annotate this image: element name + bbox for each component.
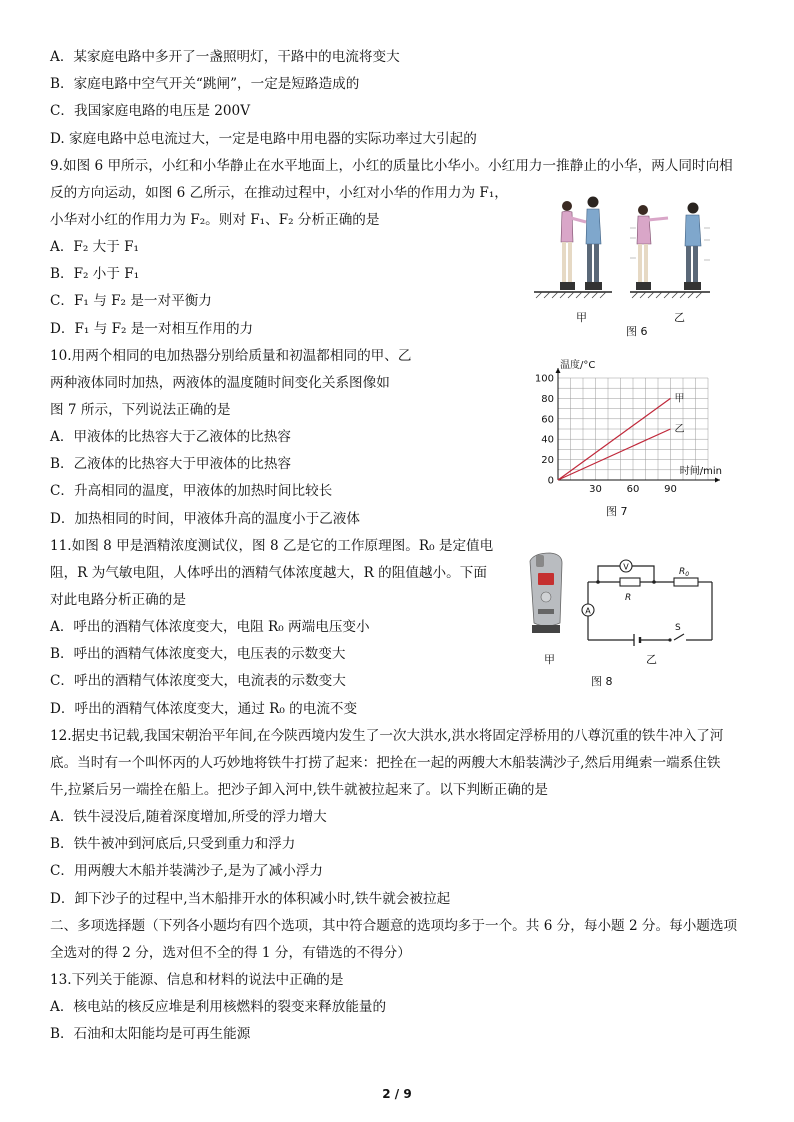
q10-stem-1: 10.用两个相同的电加热器分别给质量和初温都相同的甲、乙 xyxy=(50,348,412,364)
resistor-r0 xyxy=(674,578,698,586)
q13-stem: 13.下列关于能源、信息和材料的说法中正确的是 xyxy=(50,972,344,988)
figure-8-caption: 图 8 xyxy=(591,675,613,688)
person-xiaohong-yi xyxy=(630,205,668,290)
y-tick-label: 0 xyxy=(547,475,554,487)
y-tick-label: 60 xyxy=(541,414,554,426)
q12-option-c: C．用两艘大木船并装满沙子,是为了减小浮力 xyxy=(50,863,324,879)
series-label: 甲 xyxy=(674,393,685,405)
switch-label: S xyxy=(675,623,681,633)
battery-icon xyxy=(634,634,640,646)
q12-option-b: B．铁牛被冲到河底后,只受到重力和浮力 xyxy=(50,836,296,852)
series-line-1 xyxy=(558,429,671,480)
ammeter-label: A xyxy=(585,606,591,616)
q8-option-d: D. 家庭电路中总电流过大，一定是电路中用电器的实际功率过大引起的 xyxy=(50,131,477,147)
x-axis-label: 时间/min xyxy=(679,466,722,477)
q9-stem-3: 小华对小红的作用力为 F₂。则对 F₁、F₂ 分析正确的是 xyxy=(50,212,380,228)
resistor-r-label: R xyxy=(625,593,632,603)
q13-option-a: A．核电站的核反应堆是利用核燃料的裂变来释放能量的 xyxy=(50,999,387,1015)
ground-yi xyxy=(630,292,710,298)
x-tick-label: 60 xyxy=(626,484,640,495)
figure-7-chart xyxy=(528,350,728,500)
q9-option-a: A．F₂ 大于 F₁ xyxy=(50,239,140,255)
figure-6-illustration xyxy=(530,188,720,318)
person-xiaohua-jia xyxy=(585,197,602,291)
q10-option-c: C．升高相同的温度，甲液体的加热时间比较长 xyxy=(50,483,333,499)
q11-option-d: D．呼出的酒精气体浓度变大，通过 R₀ 的电流不变 xyxy=(50,701,358,717)
section2-heading-1: 二、多项选择题（下列各小题均有四个选项，其中符合题意的选项均多于一个。共 6 分，每小题 2 分。每小题选项 xyxy=(50,918,738,934)
q9-option-d: D．F₁ 与 F₂ 是一对相互作用的力 xyxy=(50,321,254,337)
q11-stem-2: 阻，R 为气敏电阻，人体呼出的酒精气体浓度越大，R 的阻值越小。下面 xyxy=(50,565,487,581)
q13-option-b: B．石油和太阳能均是可再生能源 xyxy=(50,1026,251,1042)
switch-icon xyxy=(668,638,671,641)
y-tick-label: 100 xyxy=(534,373,554,385)
q11-stem-3: 对此电路分析正确的是 xyxy=(50,592,186,608)
person-xiaohong-jia xyxy=(560,201,586,290)
q8-option-a: A．某家庭电路中多开了一盏照明灯，干路中的电流将变大 xyxy=(50,49,400,65)
section2-heading-2: 全选对的得 2 分，选对但不全的得 1 分，有错选的不得分） xyxy=(50,945,411,961)
q11-stem-1: 11.如图 8 甲是酒精浓度测试仪，图 8 乙是它的工作原理图。R₀ 是定值电 xyxy=(50,538,494,554)
x-tick-label: 30 xyxy=(589,484,602,495)
voltmeter-label: V xyxy=(623,562,629,572)
x-tick-label: 90 xyxy=(664,484,677,495)
q10-stem-2: 两种液体同时加热，两液体的温度随时间变化关系图像如 xyxy=(50,375,390,391)
figure-6-label-yi: 乙 xyxy=(674,311,685,324)
q10-option-b: B．乙液体的比热容大于甲液体的比热容 xyxy=(50,456,292,472)
figure-8-label-jia: 甲 xyxy=(544,653,555,666)
series-label: 乙 xyxy=(674,424,685,435)
q8-option-c: C．我国家庭电路的电压是 200V xyxy=(50,103,251,119)
q12-option-a: A．铁牛浸没后,随着深度增加,所受的浮力增大 xyxy=(50,809,327,825)
q12-option-d: D．卸下沙子的过程中,当木船排开水的体积减小时,铁牛就会被拉起 xyxy=(50,891,451,907)
q9-option-b: B．F₂ 小于 F₁ xyxy=(50,266,140,282)
q11-option-a: A．呼出的酒精气体浓度变大，电阻 R₀ 两端电压变小 xyxy=(50,619,370,635)
page-number: 2 / 9 xyxy=(382,1087,412,1101)
q10-stem-3: 图 7 所示，下列说法正确的是 xyxy=(50,402,231,418)
y-axis-label: 温度/°C xyxy=(560,360,596,371)
y-tick-label: 80 xyxy=(541,393,554,405)
q12-stem-1: 12.据史书记载,我国宋朝治平年间,在今陕西境内发生了一次大洪水,洪水将固定浮桥用的八尊沉重的铁牛冲入了河 xyxy=(50,728,724,744)
figure-8-label-yi: 乙 xyxy=(646,653,657,666)
q11-option-b: B．呼出的酒精气体浓度变大，电压表的示数变大 xyxy=(50,646,346,662)
q9-stem-1: 9.如图 6 甲所示，小红和小华静止在水平地面上，小红的质量比小华小。小红用力一推静止的小华，两人同时向相 xyxy=(50,158,733,174)
q10-option-d: D．加热相同的时间，甲液体升高的温度小于乙液体 xyxy=(50,511,360,527)
q11-option-c: C．呼出的酒精气体浓度变大，电流表的示数变大 xyxy=(50,673,346,689)
q10-option-a: A．甲液体的比热容大于乙液体的比热容 xyxy=(50,429,291,445)
figure-7-caption: 图 7 xyxy=(606,505,628,518)
resistor-r xyxy=(620,578,640,586)
figure-8-circuit xyxy=(578,548,718,654)
figure-6-caption: 图 6 xyxy=(626,325,648,338)
ground-jia xyxy=(534,292,612,298)
x-axis-arrow xyxy=(715,478,720,483)
q9-stem-2: 反的方向运动，如图 6 乙所示，在推动过程中，小红对小华的作用力为 F₁， xyxy=(50,185,508,201)
resistor-r0-label: $R_0$ xyxy=(679,567,690,578)
q8-option-b: B．家庭电路中空气开关“跳闸”，一定是短路造成的 xyxy=(50,76,360,92)
q12-stem-3: 牛,拉紧后另一端拴在船上。把沙子卸入河中,铁牛就被拉起来了。以下判断正确的是 xyxy=(50,782,549,798)
q9-option-c: C．F₁ 与 F₂ 是一对平衡力 xyxy=(50,293,212,309)
person-xiaohua-yi xyxy=(684,203,710,291)
figure-6-label-jia: 甲 xyxy=(576,311,587,324)
q12-stem-2: 底。当时有一个叫怀丙的人巧妙地将铁牛打捞了起来：把拴在一起的两艘大木船装满沙子,然后用绳索一端系住铁 xyxy=(50,755,721,771)
y-tick-label: 20 xyxy=(541,455,554,467)
y-tick-label: 40 xyxy=(541,434,554,446)
